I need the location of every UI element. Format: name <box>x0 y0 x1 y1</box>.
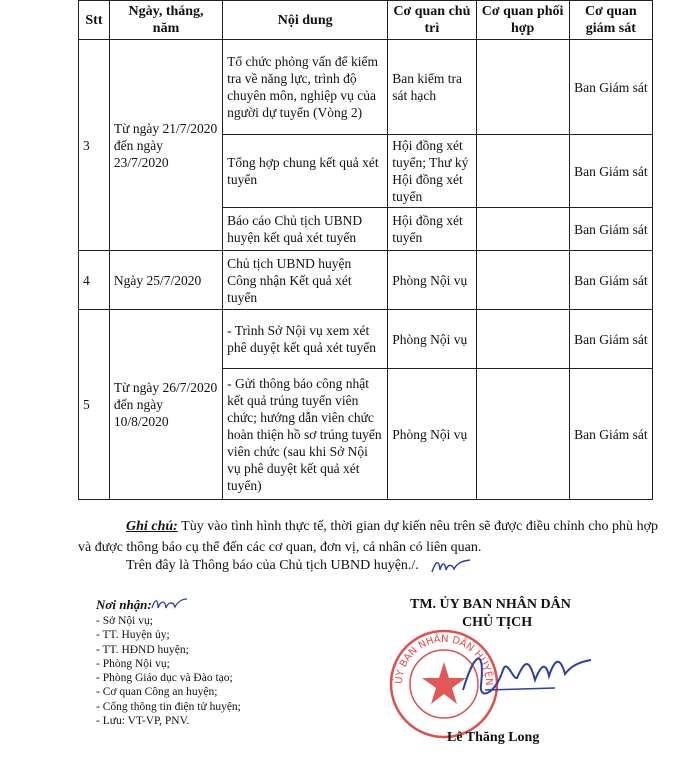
row-supervise: Ban Giám sát <box>569 310 652 369</box>
table-row <box>79 40 653 135</box>
row-date: Từ ngày 26/7/2020 đến ngày 10/8/2020 <box>109 310 222 500</box>
row-content: Báo cáo Chủ tịch UBND huyện kết quả xét tuyển <box>223 208 388 251</box>
closing-line: Trên đây là Thông báo của Chủ tịch UBND huyện./. <box>126 558 419 573</box>
note-text: Tùy vào tình hình thực tế, thời gian dự kiến nêu trên sẽ được điều chỉnh cho phù hợp và được thông báo cụ thể đến các cơ quan, đơn vị, cá nhân có liên quan. <box>78 519 659 555</box>
signature-title: CHỦ TỊCH <box>462 615 533 630</box>
header-stt: Stt <box>79 1 110 40</box>
row-stt: 5 <box>79 310 110 500</box>
row-chair: Hội đồng xét tuyển <box>388 208 476 251</box>
note-label: Ghi chú: <box>126 519 178 534</box>
row-date: Từ ngày 21/7/2020 đến ngày 23/7/2020 <box>109 40 222 251</box>
handwritten-signature <box>455 640 595 710</box>
row-content: Tổng hợp chung kết quả xét tuyển <box>223 135 388 208</box>
row-coordinate <box>476 369 569 500</box>
initials-mark <box>430 556 472 576</box>
header-coordinate: Cơ quan phối hợp <box>476 1 569 40</box>
signer-name: Lê Thăng Long <box>447 730 540 745</box>
row-coordinate <box>476 208 569 251</box>
recipient-item: - Phòng Giáo dục và Đào tạo; <box>96 671 241 685</box>
header-content: Nội dung <box>223 1 388 40</box>
schedule-table <box>78 0 653 500</box>
stamp-text: ỦY BAN NHÂN DÂN HUYỆN <box>393 633 495 686</box>
header-supervise: Cơ quan giám sát <box>569 1 652 40</box>
header-date: Ngày, tháng, năm <box>109 1 222 40</box>
row-chair: Phòng Nội vụ <box>388 310 476 369</box>
row-coordinate <box>476 40 569 135</box>
recipient-item: - Cổng thông tin điện tử huyện; <box>96 700 241 714</box>
table-header-row <box>79 1 653 40</box>
recipient-item: - Lưu: VT-VP, PNV. <box>96 714 241 728</box>
row-chair: Phòng Nội vụ <box>388 251 476 310</box>
row-chair: Hội đồng xét tuyển; Thư ký Hội đồng xét tuyển <box>388 135 476 208</box>
recipient-item: - Cơ quan Công an huyện; <box>96 685 241 699</box>
table-row <box>79 251 653 310</box>
recipient-item: - TT. Huyện ủy; <box>96 628 241 642</box>
row-content: Tổ chức phỏng vấn để kiểm tra về năng lực, trình độ chuyên môn, nghiệp vụ của người dự tuyển (Vòng 2) <box>223 40 388 135</box>
recipients-list <box>96 614 241 728</box>
recipient-item: - TT. HĐND huyện; <box>96 643 241 657</box>
row-supervise: Ban Giám sát <box>569 135 652 208</box>
note-paragraph <box>78 516 658 558</box>
row-supervise: Ban Giám sát <box>569 208 652 251</box>
row-coordinate <box>476 135 569 208</box>
recipients-title: Nơi nhận: <box>96 597 152 612</box>
table-row <box>79 310 653 369</box>
row-supervise: Ban Giám sát <box>569 251 652 310</box>
initials-mark <box>150 596 188 614</box>
header-chair: Cơ quan chủ trì <box>388 1 476 40</box>
signature-organization: TM. ỦY BAN NHÂN DÂN <box>410 597 571 612</box>
row-coordinate <box>476 251 569 310</box>
row-coordinate <box>476 310 569 369</box>
row-chair: Phòng Nội vụ <box>388 369 476 500</box>
row-supervise: Ban Giám sát <box>569 369 652 500</box>
row-content: - Trình Sở Nội vụ xem xét phê duyệt kết quả xét tuyển <box>223 310 388 369</box>
row-stt: 3 <box>79 40 110 251</box>
recipient-item: - Sở Nội vụ; <box>96 614 241 628</box>
row-content: - Gửi thông báo công nhật kết quả trúng tuyển viên chức; hướng dẫn viên chức hoàn thiện hồ sơ trúng tuyển viên chức (sau khi Sở Nội vụ phê duyệt kết quả xét tuyển) <box>223 369 388 500</box>
recipient-item: - Phòng Nội vụ; <box>96 657 241 671</box>
row-chair: Ban kiểm tra sát hạch <box>388 40 476 135</box>
row-supervise: Ban Giám sát <box>569 40 652 135</box>
row-date: Ngày 25/7/2020 <box>109 251 222 310</box>
row-stt: 4 <box>79 251 110 310</box>
row-content: Chủ tịch UBND huyện Công nhận Kết quả xét tuyển <box>223 251 388 310</box>
